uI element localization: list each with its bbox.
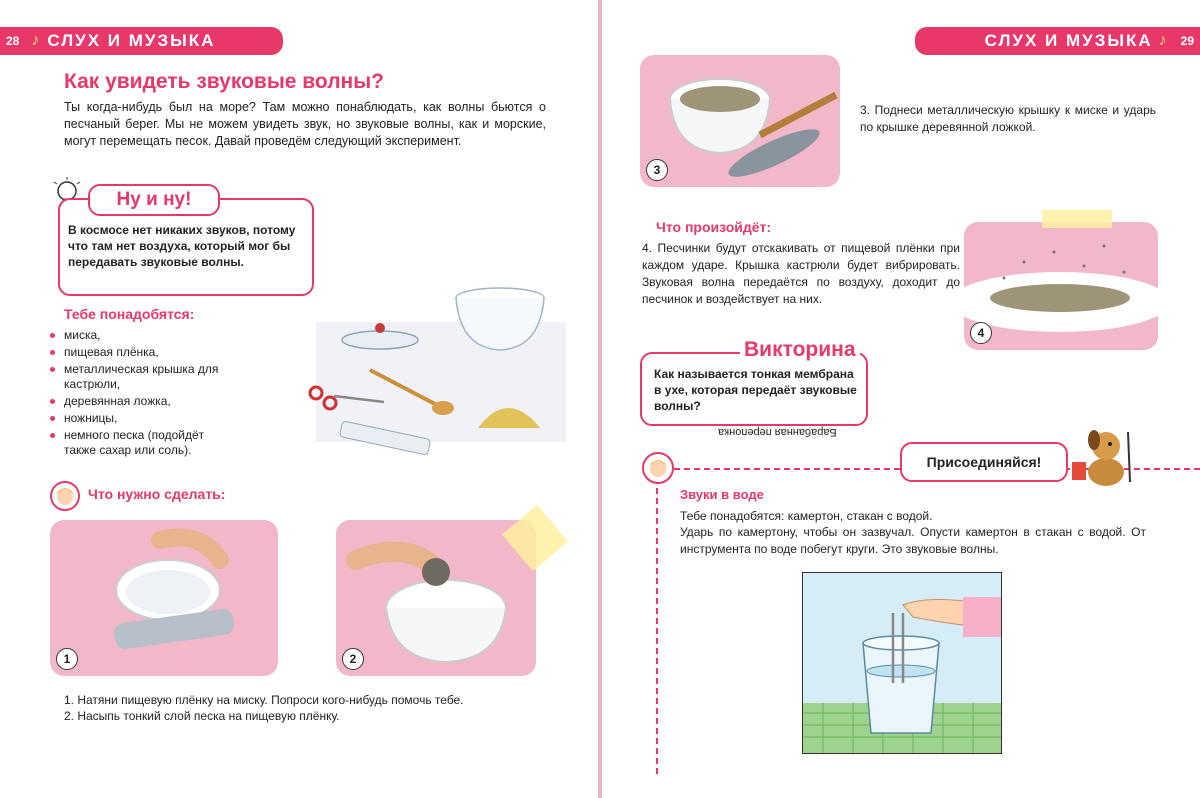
step-2-text: 2. Насыпь тонкий слой песка на пищевую плёнку. xyxy=(64,709,340,723)
right-page-header xyxy=(915,27,1200,55)
step-number-badge: 4 xyxy=(970,322,992,344)
page-title: Как увидеть звуковые волны? xyxy=(64,70,385,93)
quiz-title: Викторина xyxy=(740,338,860,362)
list-item: пищевая плёнка, xyxy=(48,345,238,360)
girl-avatar-icon xyxy=(642,452,674,484)
todo-title: Что нужно сделать: xyxy=(88,486,226,502)
fact-title-box xyxy=(88,184,220,216)
intro-paragraph: Ты когда-нибудь был на море? Там можно понаблюдать, как волны бьются о песчаный берег. Мы не можем увидеть звук, но звуковые волны, как и морские, могут перемещать песок. Давай проведём следующий эксперимент. xyxy=(64,100,546,148)
water-text: Ударь по камертону, чтобы он зазвучал. Опусти камертон в стакан с водой. От инструмента по воде побегут круги. Это звуковые волны. xyxy=(680,525,1146,556)
step-1-text: 1. Натяни пищевую плёнку на миску. Попроси кого-нибудь помочь тебе. xyxy=(64,693,464,707)
photo-step-4 xyxy=(964,222,1158,350)
right-page-number: 29 xyxy=(1180,34,1194,48)
dog-mascot-icon xyxy=(1066,422,1146,492)
left-page-header xyxy=(0,27,283,55)
photo-step-2 xyxy=(336,520,536,676)
list-item: немного песка (подойдёт также сахар или соль). xyxy=(48,428,238,458)
girl-avatar-icon xyxy=(50,481,80,511)
list-item: металлическая крышка для кастрюли, xyxy=(48,362,238,392)
right-header-title: СЛУХ И МУЗЫКА xyxy=(984,31,1153,50)
step-number-badge: 3 xyxy=(646,159,668,181)
trumpet-icon: ♪ xyxy=(31,32,42,49)
tuning-fork-illustration xyxy=(802,572,1002,754)
tape-decoration xyxy=(1042,210,1112,228)
fact-text: В космосе нет никаких звуков, потому что там нет воздуха, который мог бы передавать звуковые волны. xyxy=(68,223,296,269)
photo-step-1 xyxy=(50,520,278,676)
needs-title: Тебе понадобятся: xyxy=(64,306,195,322)
list-item: миска, xyxy=(48,328,238,343)
water-title: Звуки в воде xyxy=(680,487,764,502)
dashed-divider-vertical xyxy=(656,468,658,774)
needs-list xyxy=(48,328,238,460)
list-item: деревянная ложка, xyxy=(48,394,238,409)
materials-illustration xyxy=(300,278,580,468)
list-item: ножницы, xyxy=(48,411,238,426)
join-label: Присоединяйся! xyxy=(926,454,1042,470)
quiz-box xyxy=(640,352,868,426)
water-needs: Тебе понадобятся: камертон, стакан с водой. xyxy=(680,509,933,523)
result-title: Что произойдёт: xyxy=(656,219,772,235)
trumpet-icon: ♪ xyxy=(1158,32,1169,49)
step-number-badge: 1 xyxy=(56,648,78,670)
result-text: 4. Песчинки будут отскакивать от пищевой плёнки при каждом ударе. Крышка кастрюли будет вибрировать. Звуковая волна передаётся по воздуху, доходит до песчинок и воздействует на них. xyxy=(642,241,960,306)
quiz-question: Как называется тонкая мембрана в ухе, которая передаёт звуковые волны? xyxy=(654,367,857,413)
step-number-badge: 2 xyxy=(342,648,364,670)
left-page-number: 28 xyxy=(6,34,20,48)
right-page xyxy=(602,0,1200,798)
quiz-answer: Барабанная перепонка xyxy=(718,426,837,438)
step-3-text: 3. Поднеси металлическую крышку к миске и ударь по крышке деревянной ложкой. xyxy=(860,103,1156,134)
fact-title: Ну и ну! xyxy=(116,189,192,210)
left-header-title: СЛУХ И МУЗЫКА xyxy=(47,31,216,50)
join-box xyxy=(900,442,1068,482)
photo-step-3 xyxy=(640,55,840,187)
left-page xyxy=(0,0,598,798)
